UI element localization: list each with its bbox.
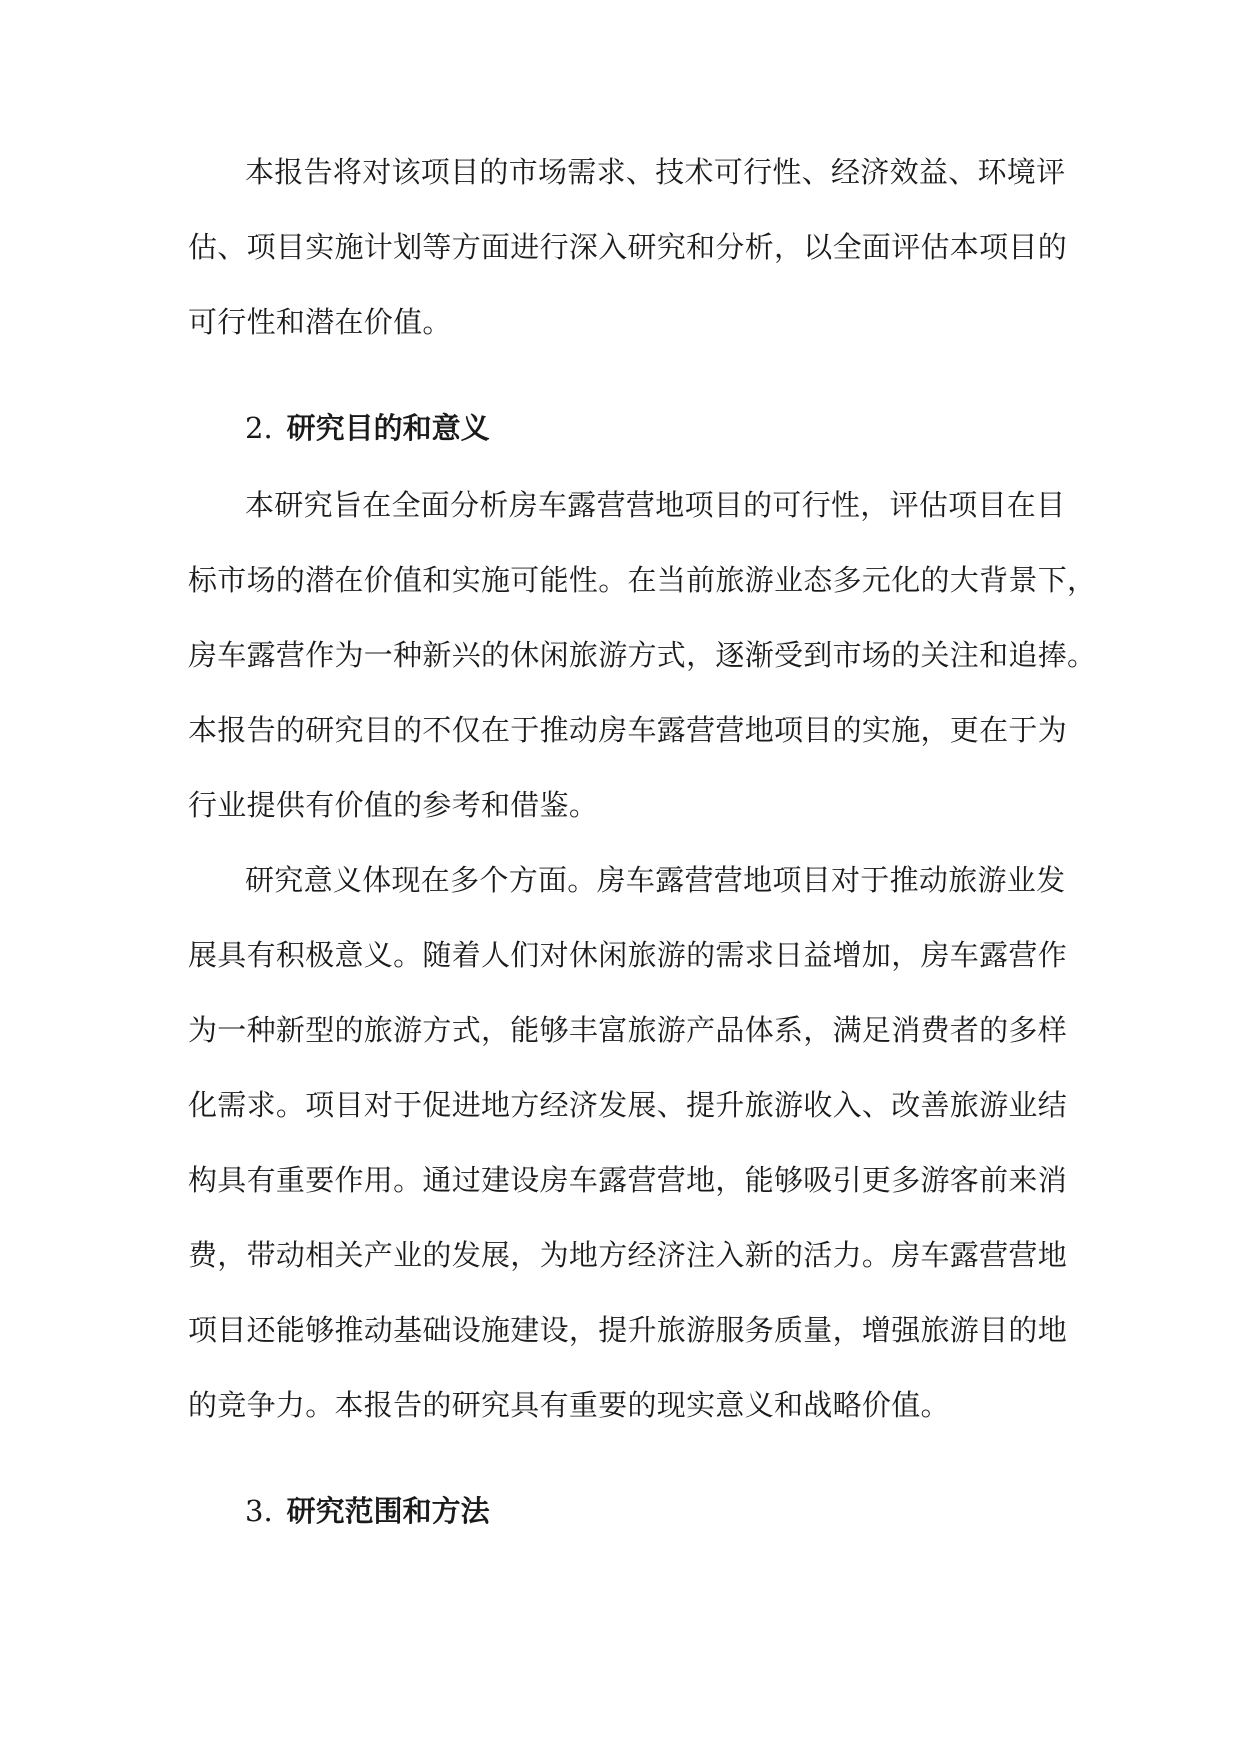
section-3-number: 3. xyxy=(245,1494,273,1528)
paragraph-2-line-5: 行业提供有价值的参考和借鉴。 xyxy=(188,788,599,822)
section-2-number: 2. xyxy=(245,411,273,445)
paragraph-3-line-5: 构具有重要作用。通过建设房车露营营地，能够吸引更多游客前来消 xyxy=(188,1163,1068,1197)
paragraph-3-line-1: 研究意义体现在多个方面。房车露营营地项目对于推动旅游业发 xyxy=(245,863,1066,897)
paragraph-3-line-4: 化需求。项目对于促进地方经济发展、提升旅游收入、改善旅游业结 xyxy=(188,1088,1068,1122)
paragraph-1-line-3: 可行性和潜在价值。 xyxy=(188,305,452,339)
paragraph-3-line-7: 项目还能够推动基础设施建设，提升旅游服务质量，增强旅游目的地 xyxy=(188,1313,1068,1347)
paragraph-1-line-1: 本报告将对该项目的市场需求、技术可行性、经济效益、环境评 xyxy=(245,155,1066,189)
paragraph-3-line-8: 的竞争力。本报告的研究具有重要的现实意义和战略价值。 xyxy=(188,1388,950,1422)
section-2-title: 研究目的和意义 xyxy=(286,411,490,445)
paragraph-2-line-4: 本报告的研究目的不仅在于推动房车露营营地项目的实施，更在于为 xyxy=(188,713,1068,747)
paragraph-3-line-6: 费，带动相关产业的发展，为地方经济注入新的活力。房车露营营地 xyxy=(188,1238,1068,1272)
section-3-title: 研究范围和方法 xyxy=(286,1494,490,1528)
paragraph-1-line-2: 估、项目实施计划等方面进行深入研究和分析，以全面评估本项目的 xyxy=(188,230,1068,264)
paragraph-2-line-1: 本研究旨在全面分析房车露营营地项目的可行性，评估项目在目 xyxy=(245,488,1066,522)
paragraph-2-line-3: 房车露营作为一种新兴的休闲旅游方式，逐渐受到市场的关注和追捧。 xyxy=(188,638,1097,672)
section-2-heading xyxy=(245,410,490,446)
section-3-heading xyxy=(245,1493,490,1529)
paragraph-3-line-2: 展具有积极意义。随着人们对休闲旅游的需求日益增加，房车露营作 xyxy=(188,938,1068,972)
paragraph-3-line-3: 为一种新型的旅游方式，能够丰富旅游产品体系，满足消费者的多样 xyxy=(188,1013,1068,1047)
paragraph-2-line-2: 标市场的潜在价值和实施可能性。在当前旅游业态多元化的大背景下， xyxy=(188,563,1097,597)
